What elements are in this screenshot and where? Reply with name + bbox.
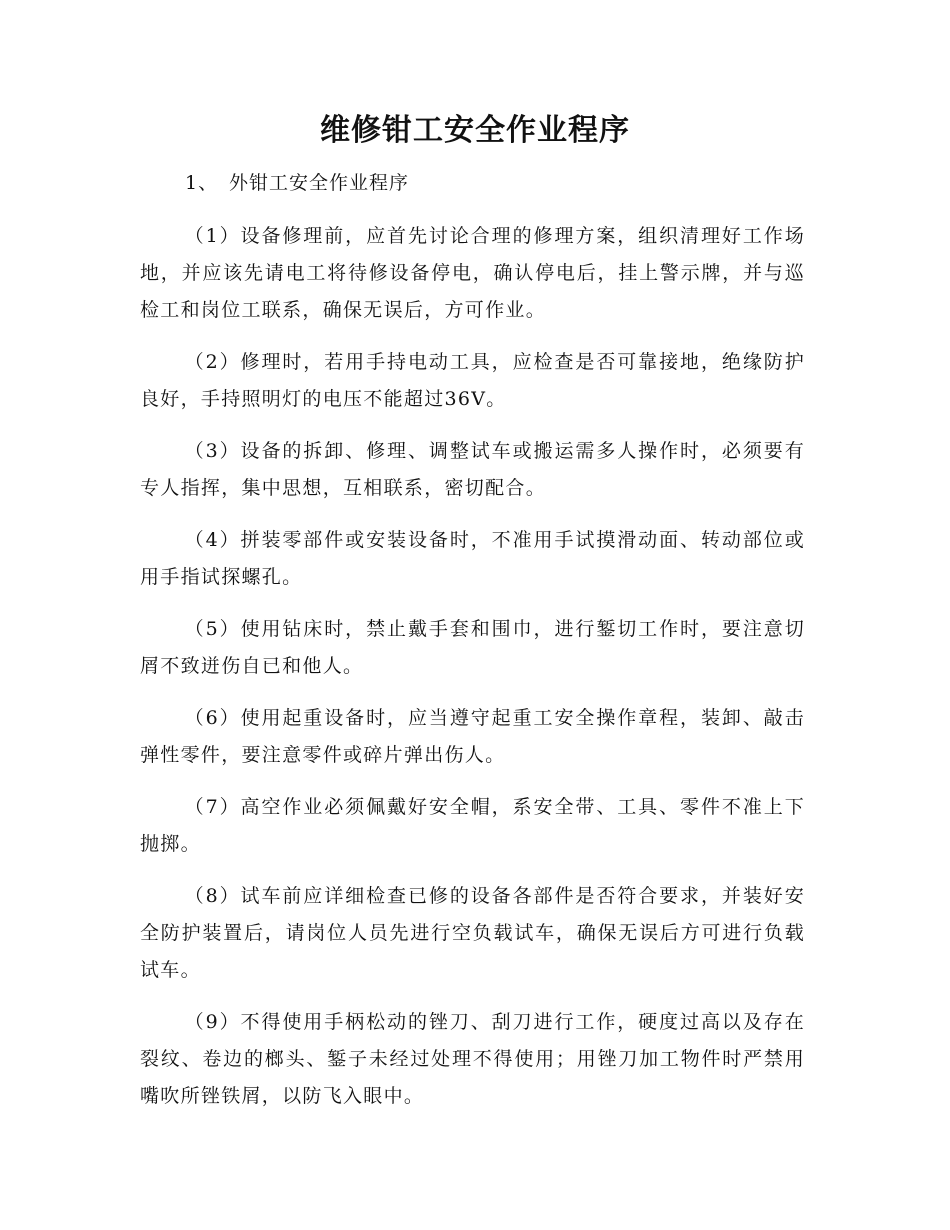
procedure-item-9: （9）不得使用手柄松动的锉刀、刮刀进行工作，硬度过高以及存在裂纹、卷边的榔头、錾子未经过处理不得使用；用锉刀加工物件时严禁用嘴吹所锉铁屑，以防飞入眼中。 — [140, 1011, 805, 1107]
procedure-item-4: （4）拼装零部件或安装设备时，不准用手试摸滑动面、转动部位或用手指试探螺孔。 — [140, 529, 805, 588]
procedure-item-3: （3）设备的拆卸、修理、调整试车或搬运需多人操作时，必须要有专人指挥，集中思想，互相联系，密切配合。 — [140, 440, 805, 499]
procedure-item-1: （1）设备修理前，应首先讨论合理的修理方案，组织清理好工作场地，并应该先请电工将待修设备停电，确认停电后，挂上警示牌，并与巡检工和岗位工联系，确保无误后，方可作业。 — [140, 225, 805, 321]
document-title: 维修钳工安全作业程序 — [320, 113, 630, 148]
procedure-item-8: （8）试车前应详细检查已修的设备各部件是否符合要求，并装好安全防护装置后，请岗位人员先进行空负载试车，确保无误后方可进行负载试车。 — [140, 885, 805, 981]
section-number: 1、 — [185, 172, 219, 194]
section-heading-text: 外钳工安全作业程序 — [229, 172, 410, 194]
procedure-item-6: （6）使用起重设备时，应当遵守起重工安全操作章程，装卸、敲击弹性零件，要注意零件或碎片弹出伤人。 — [140, 707, 805, 766]
procedure-item-2: （2）修理时，若用手持电动工具，应检查是否可靠接地，绝缘防护良好，手持照明灯的电压不能超过36V。 — [140, 351, 805, 410]
procedure-list — [140, 218, 805, 1130]
procedure-item-7: （7）高空作业必须佩戴好安全帽，系安全带、工具、零件不准上下抛掷。 — [140, 796, 805, 855]
procedure-item-5: （5）使用钻床时，禁止戴手套和围巾，进行錾切工作时，要注意切屑不致迸伤自已和他人。 — [140, 618, 805, 677]
section-heading — [185, 168, 409, 198]
